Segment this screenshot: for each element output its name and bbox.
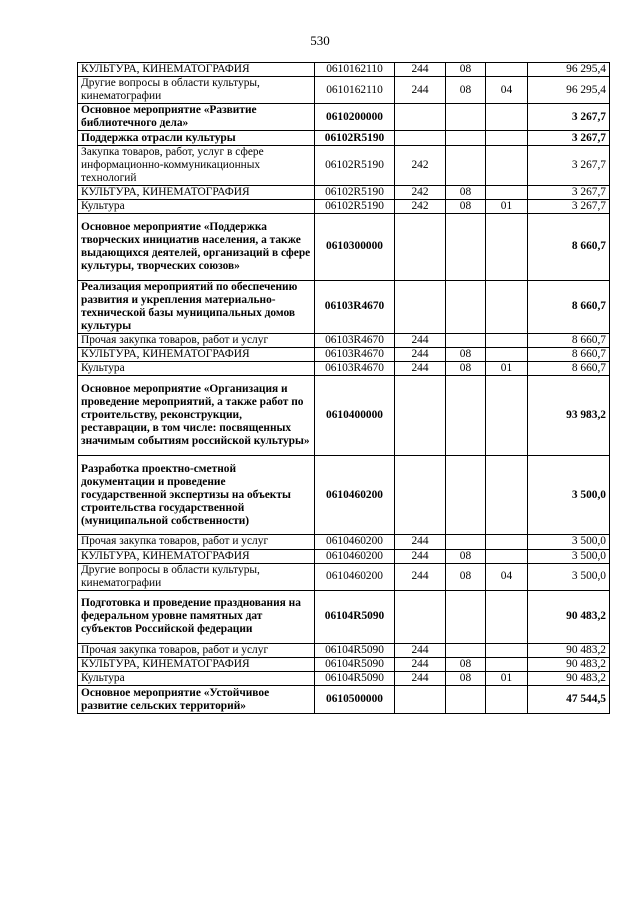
table-row xyxy=(78,362,610,376)
row-code: 0610460200 xyxy=(315,535,395,549)
row-subsection xyxy=(486,535,528,549)
table-row xyxy=(78,535,610,549)
row-sum: 3 267,7 xyxy=(528,104,610,131)
row-expense-type: 242 xyxy=(395,199,446,213)
row-sum: 3 500,0 xyxy=(528,563,610,590)
row-expense-type: 244 xyxy=(395,549,446,563)
row-expense-type: 242 xyxy=(395,145,446,185)
row-section: 08 xyxy=(446,658,486,672)
row-subsection: 01 xyxy=(486,672,528,686)
row-subsection: 04 xyxy=(486,77,528,104)
row-code: 0610200000 xyxy=(315,104,395,131)
row-expense-type xyxy=(395,280,446,333)
row-section xyxy=(446,590,486,643)
row-code: 0610300000 xyxy=(315,214,395,281)
row-sum: 3 267,7 xyxy=(528,199,610,213)
row-section xyxy=(446,280,486,333)
row-section xyxy=(446,214,486,281)
budget-table xyxy=(77,62,610,714)
row-subsection xyxy=(486,644,528,658)
table-row xyxy=(78,455,610,535)
table-row xyxy=(78,686,610,713)
row-subsection xyxy=(486,280,528,333)
row-code: 06103R4670 xyxy=(315,280,395,333)
row-sum: 8 660,7 xyxy=(528,348,610,362)
row-section xyxy=(446,145,486,185)
row-sum: 90 483,2 xyxy=(528,672,610,686)
row-name: Закупка товаров, работ, услуг в сфере информационно-коммуникационных технологий xyxy=(78,145,315,185)
row-expense-type: 244 xyxy=(395,672,446,686)
row-section: 08 xyxy=(446,199,486,213)
row-code: 06104R5090 xyxy=(315,590,395,643)
row-expense-type: 244 xyxy=(395,63,446,77)
table-row xyxy=(78,214,610,281)
row-name: Основное мероприятие «Организация и проведение мероприятий, а также работ по строительству, реконструкции, реставрации, в том числе: посвященных значимым событиям российской культуры» xyxy=(78,376,315,456)
row-subsection xyxy=(486,63,528,77)
table-row xyxy=(78,658,610,672)
budget-table-body xyxy=(78,63,610,714)
row-sum: 90 483,2 xyxy=(528,658,610,672)
row-code: 0610460200 xyxy=(315,549,395,563)
row-section xyxy=(446,686,486,713)
table-row xyxy=(78,590,610,643)
row-section: 08 xyxy=(446,563,486,590)
row-sum: 3 267,7 xyxy=(528,185,610,199)
row-section xyxy=(446,333,486,347)
row-sum: 96 295,4 xyxy=(528,63,610,77)
row-code: 0610460200 xyxy=(315,563,395,590)
row-sum: 96 295,4 xyxy=(528,77,610,104)
row-sum: 8 660,7 xyxy=(528,280,610,333)
row-name: Другие вопросы в области культуры, кинематографии xyxy=(78,563,315,590)
row-expense-type: 244 xyxy=(395,348,446,362)
row-code: 06102R5190 xyxy=(315,185,395,199)
row-subsection xyxy=(486,686,528,713)
row-section: 08 xyxy=(446,549,486,563)
row-section: 08 xyxy=(446,63,486,77)
row-name: Культура xyxy=(78,672,315,686)
row-expense-type xyxy=(395,104,446,131)
table-row xyxy=(78,280,610,333)
table-row xyxy=(78,644,610,658)
row-code: 06104R5090 xyxy=(315,672,395,686)
row-sum: 47 544,5 xyxy=(528,686,610,713)
table-row xyxy=(78,185,610,199)
row-section xyxy=(446,644,486,658)
row-section: 08 xyxy=(446,362,486,376)
row-name: Основное мероприятие «Поддержка творческих инициатив населения, а также выдающихся деятелей, организаций в сфере культуры, творческих союзов» xyxy=(78,214,315,281)
table-row xyxy=(78,348,610,362)
row-code: 06102R5190 xyxy=(315,131,395,145)
row-name: Поддержка отрасли культуры xyxy=(78,131,315,145)
row-subsection xyxy=(486,185,528,199)
row-sum: 3 500,0 xyxy=(528,549,610,563)
row-subsection xyxy=(486,376,528,456)
table-row xyxy=(78,77,610,104)
row-subsection: 01 xyxy=(486,199,528,213)
row-name: Культура xyxy=(78,199,315,213)
row-expense-type: 244 xyxy=(395,77,446,104)
row-code: 06103R4670 xyxy=(315,348,395,362)
row-name: КУЛЬТУРА, КИНЕМАТОГРАФИЯ xyxy=(78,185,315,199)
row-code: 0610162110 xyxy=(315,77,395,104)
row-name: Разработка проектно-сметной документации и проведение государственной экспертизы на объекты строительства государственной (муниципальной собственности) xyxy=(78,455,315,535)
row-sum: 8 660,7 xyxy=(528,362,610,376)
page-number: 530 xyxy=(310,33,330,48)
row-section: 08 xyxy=(446,348,486,362)
table-row xyxy=(78,333,610,347)
table-row xyxy=(78,145,610,185)
row-code: 06102R5190 xyxy=(315,145,395,185)
row-code: 06104R5090 xyxy=(315,644,395,658)
row-sum: 3 267,7 xyxy=(528,145,610,185)
row-code: 06102R5190 xyxy=(315,199,395,213)
row-subsection xyxy=(486,590,528,643)
row-subsection xyxy=(486,455,528,535)
row-section xyxy=(446,535,486,549)
table-row xyxy=(78,131,610,145)
row-name: КУЛЬТУРА, КИНЕМАТОГРАФИЯ xyxy=(78,658,315,672)
row-sum: 8 660,7 xyxy=(528,333,610,347)
row-expense-type: 244 xyxy=(395,362,446,376)
row-expense-type: 242 xyxy=(395,185,446,199)
row-name: Прочая закупка товаров, работ и услуг xyxy=(78,535,315,549)
row-subsection xyxy=(486,131,528,145)
row-name: Реализация мероприятий по обеспечению развития и укрепления материально-технической базы муниципальных домов культуры xyxy=(78,280,315,333)
row-name: Подготовка и проведение празднования на федеральном уровне памятных дат субъектов Российской федерации xyxy=(78,590,315,643)
row-expense-type xyxy=(395,131,446,145)
row-expense-type xyxy=(395,376,446,456)
table-row xyxy=(78,63,610,77)
row-code: 0610400000 xyxy=(315,376,395,456)
row-expense-type: 244 xyxy=(395,535,446,549)
row-sum: 8 660,7 xyxy=(528,214,610,281)
row-code: 0610162110 xyxy=(315,63,395,77)
row-subsection xyxy=(486,333,528,347)
row-name: КУЛЬТУРА, КИНЕМАТОГРАФИЯ xyxy=(78,348,315,362)
table-row xyxy=(78,104,610,131)
row-name: Основное мероприятие «Развитие библиотечного дела» xyxy=(78,104,315,131)
row-sum: 90 483,2 xyxy=(528,644,610,658)
row-section xyxy=(446,104,486,131)
table-row xyxy=(78,549,610,563)
row-code: 06104R5090 xyxy=(315,658,395,672)
row-expense-type xyxy=(395,686,446,713)
row-section: 08 xyxy=(446,185,486,199)
row-subsection xyxy=(486,348,528,362)
row-expense-type: 244 xyxy=(395,644,446,658)
row-sum: 93 983,2 xyxy=(528,376,610,456)
row-name: Культура xyxy=(78,362,315,376)
row-subsection: 01 xyxy=(486,362,528,376)
row-section: 08 xyxy=(446,77,486,104)
row-expense-type: 244 xyxy=(395,333,446,347)
row-code: 0610460200 xyxy=(315,455,395,535)
table-row xyxy=(78,199,610,213)
row-code: 06103R4670 xyxy=(315,362,395,376)
row-expense-type: 244 xyxy=(395,563,446,590)
row-sum: 3 267,7 xyxy=(528,131,610,145)
row-section xyxy=(446,131,486,145)
row-subsection xyxy=(486,214,528,281)
row-expense-type xyxy=(395,590,446,643)
row-name: Прочая закупка товаров, работ и услуг xyxy=(78,333,315,347)
row-section: 08 xyxy=(446,672,486,686)
row-expense-type xyxy=(395,455,446,535)
table-row xyxy=(78,672,610,686)
row-sum: 3 500,0 xyxy=(528,535,610,549)
row-name: Прочая закупка товаров, работ и услуг xyxy=(78,644,315,658)
row-expense-type xyxy=(395,214,446,281)
row-expense-type: 244 xyxy=(395,658,446,672)
table-row xyxy=(78,563,610,590)
row-subsection xyxy=(486,104,528,131)
row-name: Основное мероприятие «Устойчивое развитие сельских территорий» xyxy=(78,686,315,713)
row-section xyxy=(446,376,486,456)
row-subsection xyxy=(486,658,528,672)
row-name: Другие вопросы в области культуры, кинематографии xyxy=(78,77,315,104)
row-name: КУЛЬТУРА, КИНЕМАТОГРАФИЯ xyxy=(78,549,315,563)
row-sum: 3 500,0 xyxy=(528,455,610,535)
row-section xyxy=(446,455,486,535)
row-sum: 90 483,2 xyxy=(528,590,610,643)
table-row xyxy=(78,376,610,456)
row-subsection: 04 xyxy=(486,563,528,590)
row-subsection xyxy=(486,145,528,185)
row-name: КУЛЬТУРА, КИНЕМАТОГРАФИЯ xyxy=(78,63,315,77)
row-subsection xyxy=(486,549,528,563)
row-code: 06103R4670 xyxy=(315,333,395,347)
row-code: 0610500000 xyxy=(315,686,395,713)
